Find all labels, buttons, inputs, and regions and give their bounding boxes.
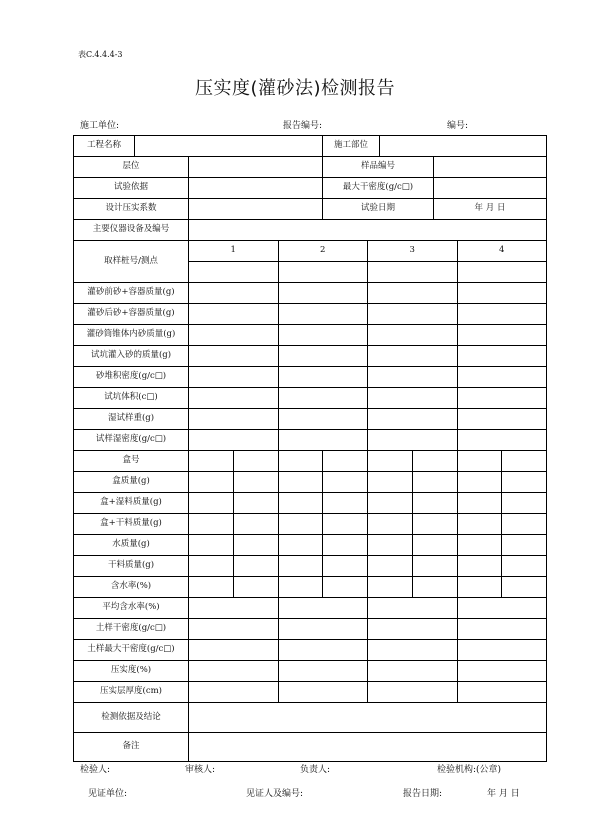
sand-bulk-density-value-1[interactable] — [188, 366, 279, 388]
pit-sand-value-3[interactable] — [367, 345, 458, 367]
degree-of-compaction-value-2[interactable] — [278, 660, 369, 682]
sand-bulk-density-value-2[interactable] — [278, 366, 369, 388]
sand-after-value-1[interactable] — [188, 303, 279, 325]
sample-max-dry-density-value-4[interactable] — [457, 639, 548, 661]
water-content-value-1[interactable] — [188, 576, 234, 598]
box-number-value-8[interactable] — [501, 450, 547, 472]
wet-sample-weight-value-1[interactable] — [188, 408, 279, 430]
sample-max-dry-density-label: 土样最大干密度(g/c□) — [73, 639, 189, 661]
avg-water-content-value-1[interactable] — [188, 597, 279, 619]
box-number-value-6[interactable] — [412, 450, 458, 472]
pit-sand-value-4[interactable] — [457, 345, 548, 367]
wet-density-value-1[interactable] — [188, 429, 279, 451]
main-instruments-value[interactable] — [188, 219, 547, 241]
layer-value[interactable] — [188, 156, 323, 178]
sample-dry-density-value-3[interactable] — [367, 618, 458, 640]
box-mass-value-1[interactable] — [188, 471, 234, 493]
pit-sand-label: 试坑灌入砂的质量(g) — [73, 345, 189, 367]
box-wet-mass-value-3[interactable] — [278, 492, 324, 514]
inspection-agency-label: 检验机构:(公章) — [437, 765, 502, 775]
box-mass-value-7[interactable] — [457, 471, 503, 493]
report-number-label: 报告编号: — [283, 121, 323, 131]
box-number-value-5[interactable] — [367, 450, 413, 472]
cone-sand-label: 灌砂筒锥体内砂质量(g) — [73, 324, 189, 346]
pit-volume-value-2[interactable] — [278, 387, 369, 409]
dry-material-mass-value-2[interactable] — [233, 555, 279, 577]
box-wet-mass-label: 盒+湿料质量(g) — [73, 492, 189, 514]
sand-after-value-3[interactable] — [367, 303, 458, 325]
wet-sample-weight-label: 湿试样重(g) — [73, 408, 189, 430]
test-date-label: 试验日期 — [322, 198, 434, 220]
water-mass-value-8[interactable] — [501, 534, 547, 556]
test-basis-label: 试验依据 — [73, 177, 189, 199]
project-name-value[interactable] — [134, 135, 323, 157]
cone-sand-value-4[interactable] — [457, 324, 548, 346]
remarks-label: 备注 — [73, 732, 189, 762]
box-dry-mass-value-2[interactable] — [233, 513, 279, 535]
pit-sand-value-1[interactable] — [188, 345, 279, 367]
construction-part-label: 施工部位 — [322, 135, 380, 157]
cone-sand-value-1[interactable] — [188, 324, 279, 346]
dry-material-mass-value-8[interactable] — [501, 555, 547, 577]
water-mass-value-5[interactable] — [367, 534, 413, 556]
sand-before-value-2[interactable] — [278, 282, 369, 304]
reviewer-label: 审核人: — [185, 765, 216, 775]
basis-conclusion-label: 检测依据及结论 — [73, 702, 189, 733]
sample-number-value[interactable] — [433, 156, 547, 178]
inspector-label: 检验人: — [80, 765, 111, 775]
box-wet-mass-value-4[interactable] — [322, 492, 368, 514]
dry-material-mass-value-7[interactable] — [457, 555, 503, 577]
sampling-point-label: 取样桩号/测点 — [73, 240, 189, 283]
water-content-value-7[interactable] — [457, 576, 503, 598]
page-title: 压实度(灌砂法)检测报告 — [194, 78, 396, 99]
serial-number-label: 编号: — [447, 121, 469, 131]
pit-volume-value-1[interactable] — [188, 387, 279, 409]
wet-sample-weight-value-2[interactable] — [278, 408, 369, 430]
wet-sample-weight-value-4[interactable] — [457, 408, 548, 430]
compacted-layer-thickness-label: 压实层厚度(cm) — [73, 681, 189, 703]
box-mass-value-2[interactable] — [233, 471, 279, 493]
sampling-point-value-4[interactable] — [457, 261, 548, 283]
cone-sand-value-2[interactable] — [278, 324, 369, 346]
test-basis-value[interactable] — [188, 177, 323, 199]
box-number-label: 盒号 — [73, 450, 189, 472]
box-mass-value-5[interactable] — [367, 471, 413, 493]
responsible-label: 负责人: — [300, 765, 331, 775]
avg-water-content-label: 平均含水率(%) — [73, 597, 189, 619]
water-content-value-2[interactable] — [233, 576, 279, 598]
sampling-point-value-3[interactable] — [367, 261, 458, 283]
box-wet-mass-value-2[interactable] — [233, 492, 279, 514]
water-mass-value-6[interactable] — [412, 534, 458, 556]
sand-bulk-density-value-4[interactable] — [457, 366, 548, 388]
sample-dry-density-label: 土样干密度(g/c□) — [73, 618, 189, 640]
cone-sand-value-3[interactable] — [367, 324, 458, 346]
report-date-label: 报告日期: — [403, 789, 443, 799]
water-mass-value-7[interactable] — [457, 534, 503, 556]
sand-before-label: 灌砂前砂+容器质量(g) — [73, 282, 189, 304]
box-dry-mass-value-6[interactable] — [412, 513, 458, 535]
sample-dry-density-value-4[interactable] — [457, 618, 548, 640]
water-content-label: 含水率(%) — [73, 576, 189, 598]
box-dry-mass-value-8[interactable] — [501, 513, 547, 535]
box-mass-value-8[interactable] — [501, 471, 547, 493]
compacted-layer-thickness-value-1[interactable] — [188, 681, 279, 703]
box-number-value-7[interactable] — [457, 450, 503, 472]
box-dry-mass-value-3[interactable] — [278, 513, 324, 535]
construction-unit-label: 施工单位: — [80, 121, 120, 131]
water-mass-label: 水质量(g) — [73, 534, 189, 556]
basis-conclusion-value[interactable] — [188, 702, 547, 733]
point-number-2: 2 — [278, 240, 369, 262]
wet-density-value-2[interactable] — [278, 429, 369, 451]
sand-before-value-1[interactable] — [188, 282, 279, 304]
max-dry-density-label: 最大干密度(g/c□) — [322, 177, 434, 199]
point-number-4: 4 — [457, 240, 548, 262]
water-mass-value-4[interactable] — [322, 534, 368, 556]
box-wet-mass-value-6[interactable] — [412, 492, 458, 514]
box-number-value-2[interactable] — [233, 450, 279, 472]
box-wet-mass-value-1[interactable] — [188, 492, 234, 514]
degree-of-compaction-value-1[interactable] — [188, 660, 279, 682]
pit-volume-value-3[interactable] — [367, 387, 458, 409]
point-number-1: 1 — [188, 240, 279, 262]
water-mass-value-2[interactable] — [233, 534, 279, 556]
remarks-value[interactable] — [188, 732, 547, 762]
sampling-point-value-2[interactable] — [278, 261, 369, 283]
box-mass-value-4[interactable] — [322, 471, 368, 493]
sample-max-dry-density-value-1[interactable] — [188, 639, 279, 661]
box-number-value-1[interactable] — [188, 450, 234, 472]
dry-material-mass-value-3[interactable] — [278, 555, 324, 577]
max-dry-density-value[interactable] — [433, 177, 547, 199]
box-wet-mass-value-5[interactable] — [367, 492, 413, 514]
dry-material-mass-label: 干料质量(g) — [73, 555, 189, 577]
design-compaction-coef-value[interactable] — [188, 198, 323, 220]
project-name-label: 工程名称 — [73, 135, 135, 157]
construction-part-value[interactable] — [379, 135, 547, 157]
water-mass-value-1[interactable] — [188, 534, 234, 556]
sand-bulk-density-value-3[interactable] — [367, 366, 458, 388]
compacted-layer-thickness-value-4[interactable] — [457, 681, 548, 703]
box-mass-value-6[interactable] — [412, 471, 458, 493]
dry-material-mass-value-4[interactable] — [322, 555, 368, 577]
sample-max-dry-density-value-3[interactable] — [367, 639, 458, 661]
box-dry-mass-value-4[interactable] — [322, 513, 368, 535]
sand-before-value-3[interactable] — [367, 282, 458, 304]
dry-material-mass-value-5[interactable] — [367, 555, 413, 577]
box-wet-mass-value-8[interactable] — [501, 492, 547, 514]
box-dry-mass-value-5[interactable] — [367, 513, 413, 535]
box-mass-value-3[interactable] — [278, 471, 324, 493]
box-mass-label: 盒质量(g) — [73, 471, 189, 493]
box-dry-mass-value-1[interactable] — [188, 513, 234, 535]
pit-volume-label: 试坑体积(c□) — [73, 387, 189, 409]
dry-material-mass-value-6[interactable] — [412, 555, 458, 577]
water-mass-value-3[interactable] — [278, 534, 324, 556]
avg-water-content-value-4[interactable] — [457, 597, 548, 619]
degree-of-compaction-value-3[interactable] — [367, 660, 458, 682]
wet-sample-weight-value-3[interactable] — [367, 408, 458, 430]
sand-after-label: 灌砂后砂+容器质量(g) — [73, 303, 189, 325]
degree-of-compaction-value-4[interactable] — [457, 660, 548, 682]
sampling-point-value-1[interactable] — [188, 261, 279, 283]
wet-density-value-4[interactable] — [457, 429, 548, 451]
box-dry-mass-label: 盒+干料质量(g) — [73, 513, 189, 535]
water-content-value-5[interactable] — [367, 576, 413, 598]
report-date-value: 年 月 日 — [487, 789, 520, 799]
sand-before-value-4[interactable] — [457, 282, 548, 304]
degree-of-compaction-label: 压实度(%) — [73, 660, 189, 682]
sample-dry-density-value-2[interactable] — [278, 618, 369, 640]
water-content-value-4[interactable] — [322, 576, 368, 598]
avg-water-content-value-3[interactable] — [367, 597, 458, 619]
witness-unit-label: 见证单位: — [88, 789, 128, 799]
sample-number-label: 样品编号 — [322, 156, 434, 178]
compacted-layer-thickness-value-2[interactable] — [278, 681, 369, 703]
water-content-value-3[interactable] — [278, 576, 324, 598]
box-wet-mass-value-7[interactable] — [457, 492, 503, 514]
sand-after-value-2[interactable] — [278, 303, 369, 325]
test-date-value: 年 月 日 — [433, 198, 547, 220]
compacted-layer-thickness-value-3[interactable] — [367, 681, 458, 703]
box-number-value-4[interactable] — [322, 450, 368, 472]
box-number-value-3[interactable] — [278, 450, 324, 472]
dry-material-mass-value-1[interactable] — [188, 555, 234, 577]
sand-bulk-density-label: 砂堆积密度(g/c□) — [73, 366, 189, 388]
water-content-value-8[interactable] — [501, 576, 547, 598]
sand-after-value-4[interactable] — [457, 303, 548, 325]
wet-density-label: 试样湿密度(g/c□) — [73, 429, 189, 451]
pit-sand-value-2[interactable] — [278, 345, 369, 367]
water-content-value-6[interactable] — [412, 576, 458, 598]
sample-dry-density-value-1[interactable] — [188, 618, 279, 640]
layer-label: 层位 — [73, 156, 189, 178]
witness-person-label: 见证人及编号: — [246, 789, 304, 799]
wet-density-value-3[interactable] — [367, 429, 458, 451]
pit-volume-value-4[interactable] — [457, 387, 548, 409]
design-compaction-coef-label: 设计压实系数 — [73, 198, 189, 220]
point-number-3: 3 — [367, 240, 458, 262]
box-dry-mass-value-7[interactable] — [457, 513, 503, 535]
sample-max-dry-density-value-2[interactable] — [278, 639, 369, 661]
avg-water-content-value-2[interactable] — [278, 597, 369, 619]
form-code: 表C.4.4.4-3 — [78, 50, 123, 59]
main-instruments-label: 主要仪器设备及编号 — [73, 219, 189, 241]
